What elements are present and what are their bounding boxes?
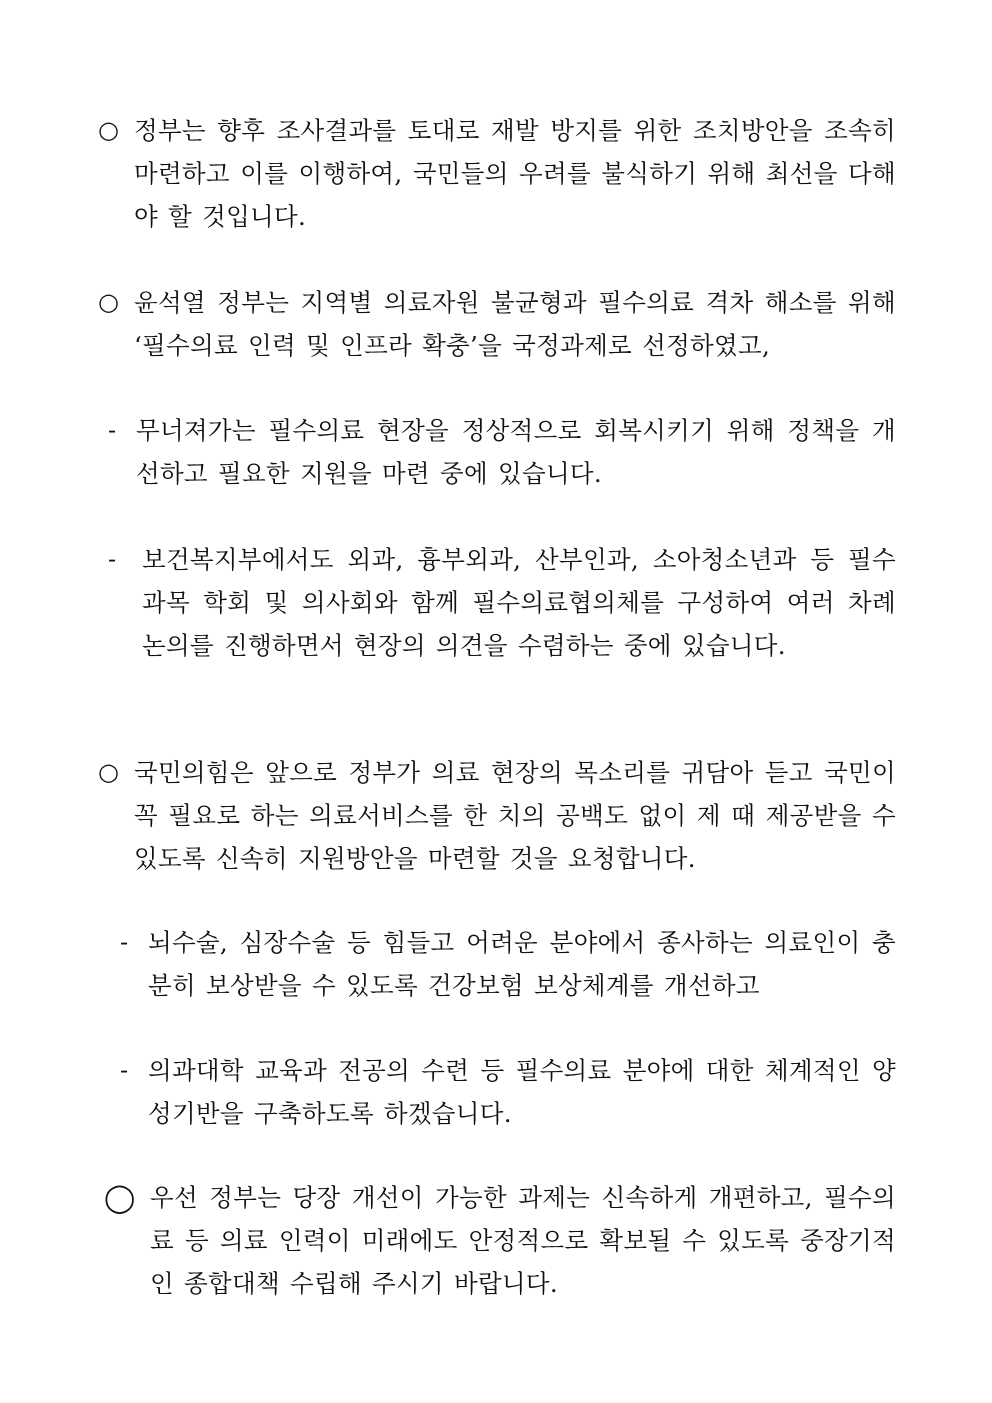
- paragraph-text: 국민의힘은 앞으로 정부가 의료 현장의 목소리를 귀담아 듣고 국민이 꼭 필요로 하는 의료서비스를 한 치의 공백도 없이 제 때 제공받을 수 있도록 신속히 지원방안을 마련할 것을 요청합니다.: [134, 758, 896, 873]
- circle-bullet-icon: ○: [98, 288, 119, 316]
- paragraph-text: 정부는 향후 조사결과를 토대로 재발 방지를 위한 조치방안을 조속히 마련하고 이를 이행하여, 국민들의 우려를 불식하기 위해 최선을 다해야 할 것입니다.: [134, 116, 896, 231]
- paragraph-text: 무너져가는 필수의료 현장을 정상적으로 회복시키기 위해 정책을 개선하고 필요한 지원을 마련 중에 있습니다.: [136, 416, 896, 488]
- dash-bullet-icon: -: [108, 416, 117, 444]
- paragraph-text: 뇌수술, 심장수술 등 힘들고 어려운 분야에서 종사하는 의료인이 충분히 보상받을 수 있도록 건강보험 보상체계를 개선하고: [148, 928, 896, 1000]
- paragraph-text: 윤석열 정부는 지역별 의료자원 불균형과 필수의료 격차 해소를 위해 ‘필수의료 인력 및 인프라 확충’을 국정과제로 선정하였고,: [134, 288, 896, 360]
- dash-bullet-icon: -: [120, 928, 129, 956]
- circle-bullet-icon: ○: [98, 758, 119, 786]
- large-circle-bullet-icon: ◯: [104, 1181, 136, 1214]
- dash-bullet-icon: -: [108, 545, 117, 573]
- paragraph-text: 의과대학 교육과 전공의 수련 등 필수의료 분야에 대한 체계적인 양성기반을 구축하도록 하겠습니다.: [148, 1056, 896, 1128]
- paragraph-text: 보건복지부에서도 외과, 흉부외과, 산부인과, 소아청소년과 등 필수과목 학회 및 의사회와 함께 필수의료협의체를 구성하여 여러 차례 논의를 진행하면서 현장의 의견을 수렴하는 중에 있습니다.: [142, 545, 896, 660]
- circle-bullet-icon: ○: [98, 116, 119, 144]
- dash-bullet-icon: -: [120, 1056, 129, 1084]
- paragraph-text: 우선 정부는 당장 개선이 가능한 과제는 신속하게 개편하고, 필수의료 등 의료 인력이 미래에도 안정적으로 확보될 수 있도록 중장기적인 종합대책 수립해 주시기 바랍니다.: [150, 1183, 896, 1298]
